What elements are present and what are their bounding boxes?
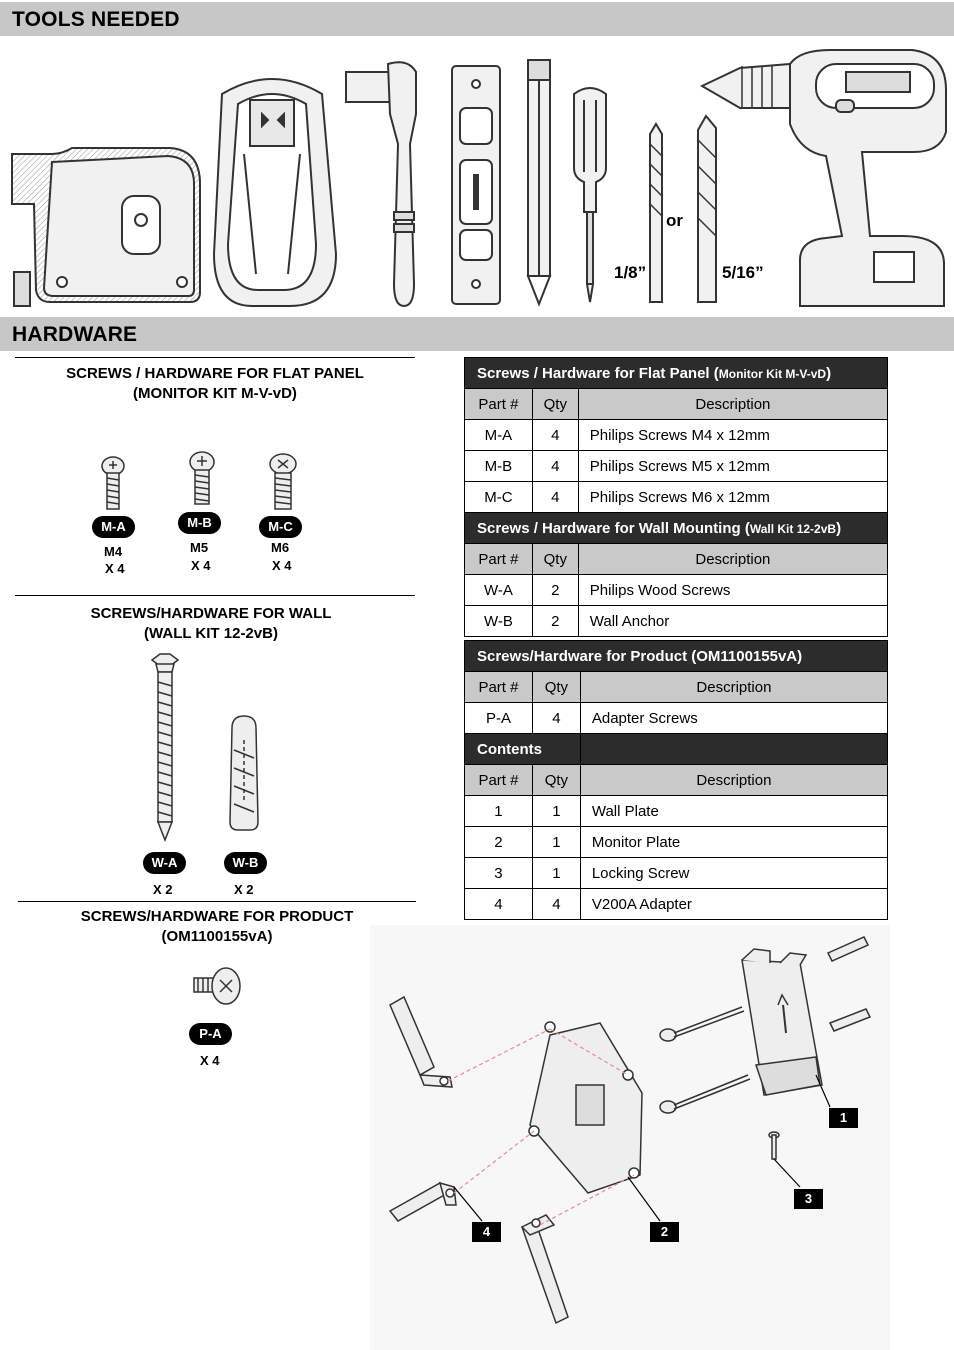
screw-qty-m4: X 4 bbox=[105, 561, 125, 576]
table-row: M-A 4 Philips Screws M4 x 12mm bbox=[465, 420, 888, 451]
callout-1: 1 bbox=[829, 1108, 858, 1128]
pencil-icon bbox=[528, 60, 550, 304]
wood-screw-qty: X 2 bbox=[153, 882, 173, 897]
contents-table-title: Contents bbox=[465, 734, 581, 765]
wall-hardware-illustration bbox=[138, 650, 278, 850]
drill-bit-small-icon bbox=[650, 124, 662, 302]
table-header-row bbox=[465, 358, 888, 389]
wall-anchor-qty: X 2 bbox=[234, 882, 254, 897]
table-row: M-C 4 Philips Screws M6 x 12mm bbox=[465, 482, 888, 513]
callout-2: 2 bbox=[650, 1222, 679, 1242]
part-tag-w-a: W-A bbox=[143, 852, 186, 874]
table-row: 4 4 V200A Adapter bbox=[465, 889, 888, 920]
bit-size-small-label: 1/8” bbox=[614, 263, 647, 282]
column-header-row: Part # Qty Description bbox=[465, 672, 888, 703]
part-tag-m-a: M-A bbox=[92, 516, 135, 538]
col-header-description: Description bbox=[578, 389, 887, 420]
screw-size-m6: M6 bbox=[271, 540, 290, 555]
bit-size-large-label: 5/16” bbox=[722, 263, 764, 282]
stud-finder-icon bbox=[214, 79, 336, 306]
tape-measure-icon bbox=[12, 148, 200, 306]
exploded-assembly-diagram bbox=[370, 925, 890, 1350]
divider bbox=[15, 357, 415, 358]
product-kit-title: SCREWS/HARDWARE FOR PRODUCT (OM1100155vA) bbox=[80, 908, 354, 945]
product-table-title: Screws/Hardware for Product (OM1100155vA) bbox=[465, 641, 888, 672]
level-icon bbox=[452, 66, 500, 304]
part-tag-w-b: W-B bbox=[224, 852, 267, 874]
table-row: 3 1 Locking Screw bbox=[465, 858, 888, 889]
part-tag-p-a: P-A bbox=[189, 1023, 232, 1045]
screwdriver-icon bbox=[574, 88, 606, 302]
col-header-qty: Qty bbox=[532, 389, 578, 420]
table-header-row bbox=[465, 734, 888, 765]
table-header-row bbox=[465, 641, 888, 672]
table-row: M-B 4 Philips Screws M5 x 12mm bbox=[465, 451, 888, 482]
screw-size-m4: M4 bbox=[104, 544, 123, 559]
adapter-screw-qty: X 4 bbox=[200, 1053, 220, 1068]
screw-qty-m5: X 4 bbox=[191, 558, 211, 573]
ratchet-icon bbox=[346, 62, 416, 306]
hardware-section-title: HARDWARE bbox=[12, 323, 138, 346]
tools-section-title: TOOLS NEEDED bbox=[12, 8, 180, 31]
table-row: 2 1 Monitor Plate bbox=[465, 827, 888, 858]
flat-panel-kit-title: SCREWS / HARDWARE FOR FLAT PANEL (MONITOR KIT M-V-vD) bbox=[66, 365, 364, 402]
screw-size-m5: M5 bbox=[190, 540, 209, 555]
table-row: W-B 2 Wall Anchor bbox=[465, 606, 888, 637]
wood-screw-icon bbox=[152, 654, 178, 840]
table-row: 1 1 Wall Plate bbox=[465, 796, 888, 827]
callout-4: 4 bbox=[472, 1222, 501, 1242]
col-header-part: Part # bbox=[465, 389, 533, 420]
adapter-screw-icon bbox=[190, 962, 246, 1012]
wall-mounting-table-title: Screws / Hardware for Wall Mounting (Wall Kit 12-2vB) bbox=[465, 513, 888, 544]
part-tag-m-c: M-C bbox=[259, 516, 302, 538]
wall-kit-title: SCREWS/HARDWARE FOR WALL (WALL KIT 12-2vB) bbox=[90, 605, 332, 642]
table-row: P-A 4 Adapter Screws bbox=[465, 703, 888, 734]
table-row: W-A 2 Philips Wood Screws bbox=[465, 575, 888, 606]
wall-anchor-icon bbox=[230, 716, 258, 830]
column-header-row bbox=[465, 389, 888, 420]
divider bbox=[18, 901, 416, 902]
callout-3: 3 bbox=[794, 1189, 823, 1209]
product-contents-table bbox=[464, 640, 888, 920]
or-label: or bbox=[666, 211, 683, 230]
column-header-row: Part # Qty Description bbox=[465, 765, 888, 796]
tools-section-header bbox=[0, 2, 954, 36]
part-tag-m-b: M-B bbox=[178, 512, 221, 534]
machine-screws-illustration bbox=[90, 440, 310, 520]
hardware-section-header bbox=[0, 317, 954, 351]
tools-illustration bbox=[0, 44, 954, 310]
drill-bit-large-icon bbox=[698, 116, 716, 302]
screw-qty-m6: X 4 bbox=[272, 558, 292, 573]
column-header-row: Part # Qty Description bbox=[465, 544, 888, 575]
table-header-row bbox=[465, 513, 888, 544]
flat-panel-table-title: Screws / Hardware for Flat Panel (Monitor Kit M-V-vD) bbox=[465, 358, 888, 389]
divider bbox=[15, 595, 415, 596]
kit-hardware-table bbox=[464, 357, 888, 637]
